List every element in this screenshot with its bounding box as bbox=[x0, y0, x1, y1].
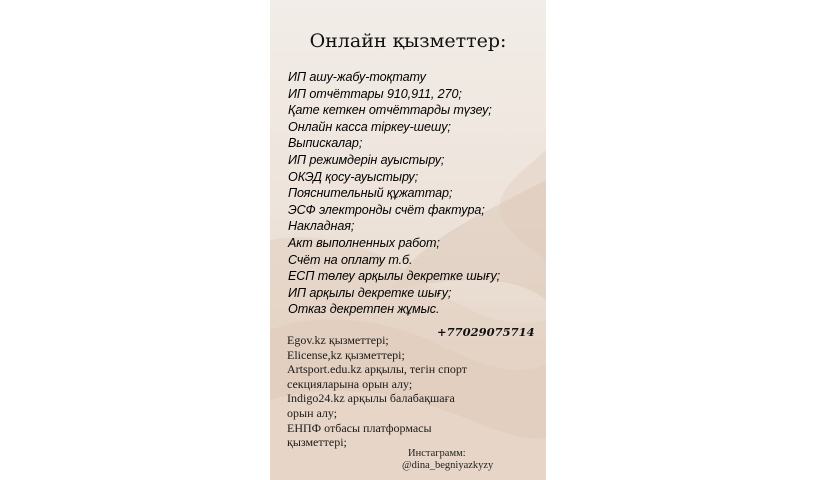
list-item: Elicense,kz қызметтері; bbox=[287, 347, 405, 362]
list-item: ИП арқылы декретке шығу; bbox=[288, 285, 452, 300]
list-item: қызметтері; bbox=[287, 435, 347, 450]
list-item: ИП режимдерін ауыстыру; bbox=[288, 152, 445, 167]
list-item: Выпискалар; bbox=[288, 136, 363, 151]
list-item: ЕСП төлеу арқылы декретке шығу; bbox=[288, 269, 501, 284]
instagram-label: Инстаграмм: bbox=[408, 448, 466, 459]
list-item: Счёт на оплату т.б. bbox=[288, 252, 413, 267]
list-item: секцияларына орын алу; bbox=[287, 376, 413, 391]
list-item: Қате кеткен отчёттарды түзеу; bbox=[288, 103, 492, 118]
list-item: Indigo24.kz арқылы балабақшаға bbox=[287, 391, 455, 406]
services-poster bbox=[270, 0, 546, 480]
instagram-handle: @dina_begniyazkyzy bbox=[402, 460, 494, 471]
list-item: ОКЭД қосу-ауыстыру; bbox=[288, 169, 419, 184]
phone-number: +77029075714 bbox=[437, 325, 535, 339]
list-item: орын алу; bbox=[287, 405, 338, 420]
list-item: ЕНПФ отбасы платформасы bbox=[287, 420, 432, 435]
poster-title: Онлайн қызметтер: bbox=[309, 30, 507, 52]
list-item: ИП отчёттары 910,911, 270; bbox=[288, 86, 462, 101]
list-item: Накладная; bbox=[288, 219, 355, 234]
list-item: ЭСФ электронды счёт фактура; bbox=[288, 202, 485, 217]
gov-services-list bbox=[287, 333, 467, 450]
list-item: Онлайн касса тіркеу-шешу; bbox=[288, 119, 451, 134]
services-list bbox=[288, 69, 500, 318]
list-item: Egov.kz қызметтері; bbox=[287, 333, 389, 347]
list-item: ИП ашу-жабу-тоқтату bbox=[288, 70, 426, 84]
list-item: Artsport.edu.kz арқылы, тегін спорт bbox=[287, 362, 467, 377]
list-item: Пояснительный құжаттар; bbox=[288, 186, 453, 201]
list-item: Акт выполненных работ; bbox=[288, 235, 440, 250]
list-item: Отказ декретпен жұмыс. bbox=[288, 302, 440, 317]
